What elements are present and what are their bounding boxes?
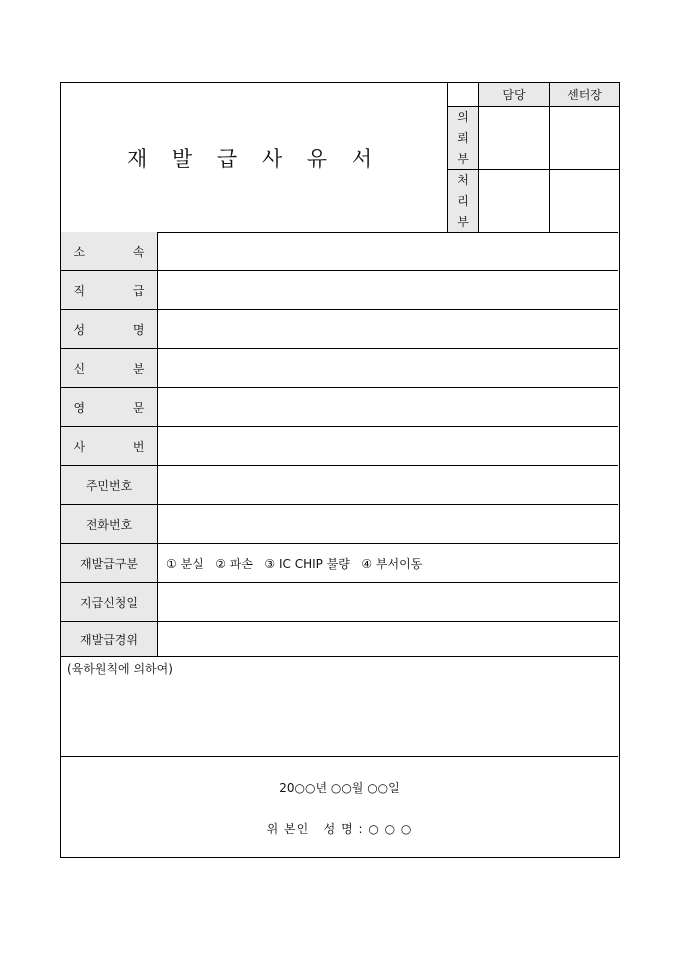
- request-date-field[interactable]: [158, 583, 618, 621]
- reissue-reason-form: [60, 82, 620, 858]
- phone-number-field[interactable]: [158, 505, 618, 543]
- row-employee-number: [61, 427, 618, 466]
- field-label-text: 성 명: [73, 322, 167, 337]
- row-phone-number: [61, 505, 618, 544]
- signature-line: 위 본인 성 명 : ○ ○ ○: [266, 822, 413, 836]
- affiliation-field[interactable]: [158, 232, 618, 270]
- approval-header-center-head: 센터장: [550, 83, 619, 107]
- row-affiliation: [61, 232, 618, 271]
- field-label: 주민번호: [61, 466, 158, 504]
- approval-label-char: 처: [457, 172, 469, 187]
- field-label-text: 신 분: [73, 361, 167, 376]
- field-label: 전화번호: [61, 505, 158, 543]
- resident-number-field[interactable]: [158, 466, 618, 504]
- field-label: 지급신청일: [61, 583, 158, 621]
- rank-field[interactable]: [158, 271, 618, 309]
- field-label: [61, 388, 167, 426]
- approval-header-manager: 담당: [479, 83, 550, 107]
- reissue-type-options[interactable]: ① 분실 ② 파손 ③ IC CHIP 불량 ④ 부서이동: [166, 556, 423, 571]
- field-label: 재발급구분: [61, 544, 158, 582]
- reason-instruction: (육하원칙에 의하여): [67, 662, 173, 676]
- row-english-name: [61, 388, 618, 427]
- approval-sign-requesting-manager[interactable]: [479, 107, 550, 170]
- approval-sign-requesting-center-head[interactable]: [550, 107, 619, 170]
- field-label: 재발급경위: [61, 622, 158, 656]
- field-label-text: 소 속: [73, 244, 167, 259]
- approval-label-char: 부: [457, 214, 469, 229]
- english-name-field[interactable]: [158, 388, 618, 426]
- field-label-text: 영 문: [73, 400, 167, 415]
- status-field[interactable]: [158, 349, 618, 387]
- reissue-circumstances-field[interactable]: [158, 622, 618, 656]
- field-label: [61, 232, 167, 270]
- row-reissue-type: [61, 544, 618, 583]
- reason-textarea[interactable]: [61, 657, 618, 757]
- approval-label-char: 의: [457, 109, 469, 124]
- row-rank: [61, 271, 618, 310]
- approval-box: [447, 83, 619, 232]
- form-title: 재 발 급 사 유 서: [126, 146, 382, 171]
- field-label: [61, 427, 167, 465]
- form-header: [61, 83, 618, 233]
- approval-label-char: 리: [457, 193, 469, 208]
- signature-section: [61, 757, 618, 856]
- row-request-date: [61, 583, 618, 622]
- approval-label-processing-dept: [448, 170, 479, 232]
- approval-corner-cell: [448, 83, 479, 107]
- approval-sign-processing-manager[interactable]: [479, 170, 550, 232]
- field-label: [61, 271, 167, 309]
- date-line: 20○○년 ○○월 ○○일: [279, 781, 400, 795]
- approval-label-requesting-dept: [448, 107, 479, 170]
- field-label: [61, 310, 167, 348]
- approval-label-char: 뢰: [457, 130, 469, 145]
- field-label-text: 사 번: [73, 439, 167, 454]
- approval-sign-processing-center-head[interactable]: [550, 170, 619, 232]
- name-field[interactable]: [158, 310, 618, 348]
- row-status: [61, 349, 618, 388]
- row-reissue-circumstances: [61, 622, 618, 657]
- row-resident-number: [61, 466, 618, 505]
- field-label-text: 직 급: [73, 283, 167, 298]
- row-name: [61, 310, 618, 349]
- field-label: [61, 349, 167, 387]
- approval-label-char: 부: [457, 151, 469, 166]
- employee-number-field[interactable]: [158, 427, 618, 465]
